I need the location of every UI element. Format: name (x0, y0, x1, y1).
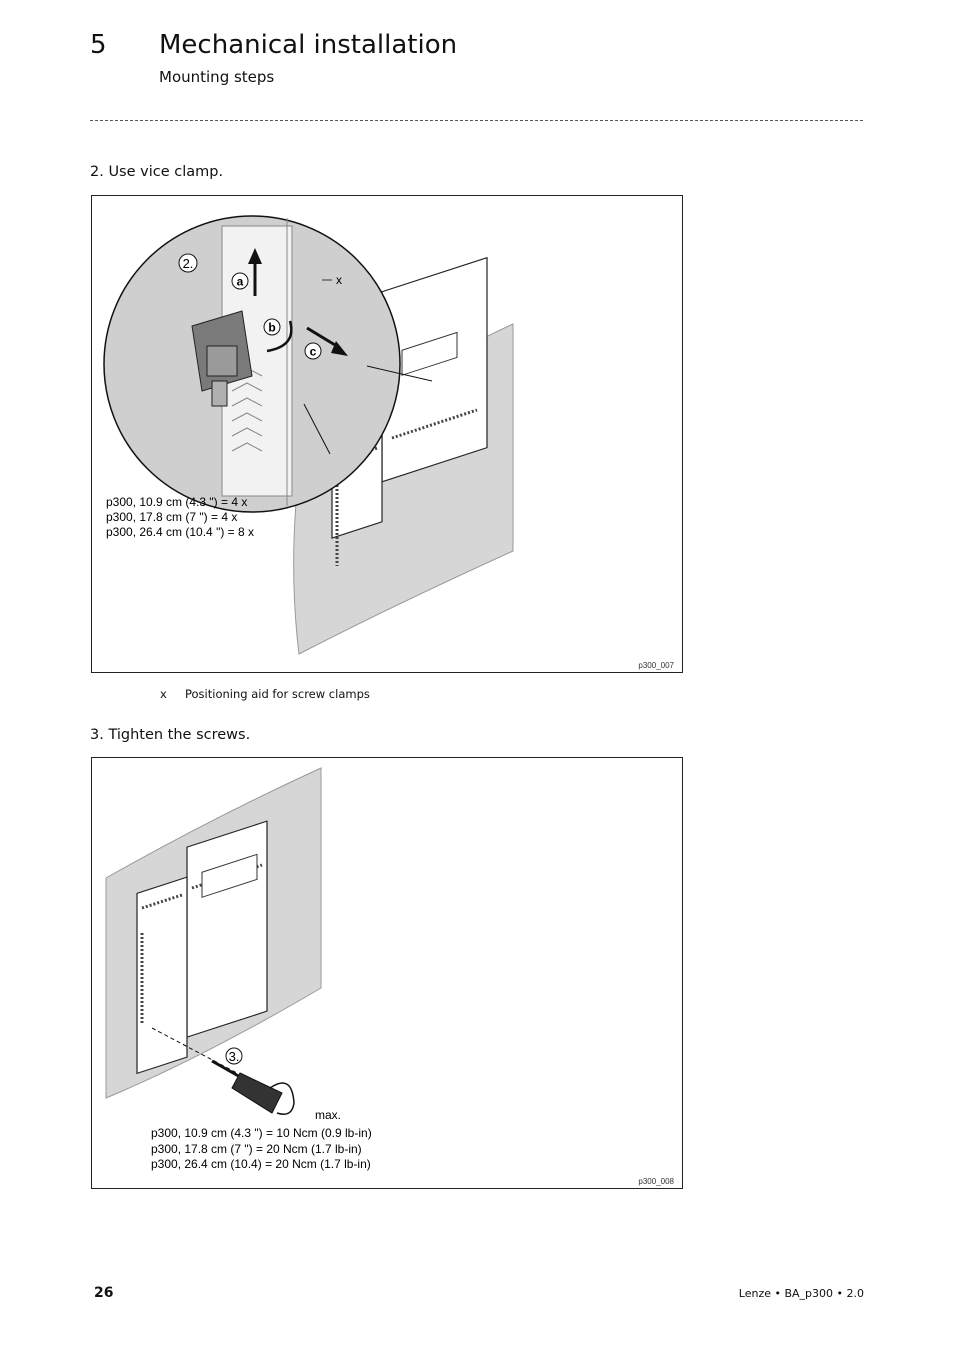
legend-text-x: Positioning aid for screw clamps (185, 687, 370, 701)
clamp-count-26-4: p300, 26.4 cm (10.4 ") = 8 x (106, 525, 255, 539)
clamp-count-17-8: p300, 17.8 cm (7 ") = 4 x (106, 510, 238, 524)
torque-max-label: max. (315, 1108, 342, 1122)
vice-clamp-illustration (92, 196, 682, 672)
chapter-number: 5 (90, 30, 107, 60)
figure-id-008: p300_008 (638, 1177, 674, 1186)
tighten-screws-illustration (92, 758, 682, 1188)
section-subtitle: Mounting steps (159, 68, 275, 86)
header-divider (90, 120, 863, 121)
document-reference: Lenze • BA_p300 • 2.0 (738, 1287, 864, 1300)
torque-10-9: p300, 10.9 cm (4.3 ") = 10 Ncm (0.9 lb-in) (151, 1126, 372, 1140)
torque-26-4: p300, 26.4 cm (10.4) = 20 Ncm (1.7 lb-in) (151, 1157, 371, 1171)
page-number: 26 (94, 1285, 114, 1301)
step-2-badge: 2. (182, 256, 194, 271)
step-2-heading: 2. Use vice clamp. (90, 164, 224, 180)
figure-id-007: p300_007 (638, 661, 674, 670)
callout-c: c (309, 344, 317, 359)
figure-tighten-screws (91, 757, 683, 1189)
step-3-badge: 3. (228, 1049, 240, 1064)
callout-x: x (336, 273, 342, 287)
figure-vice-clamp (91, 195, 683, 673)
callout-a: a (236, 274, 244, 289)
step-3-heading: 3. Tighten the screws. (90, 727, 251, 743)
device-module-left-2 (137, 877, 187, 1073)
chapter-title: Mechanical installation (159, 30, 458, 60)
callout-b: b (268, 320, 276, 335)
legend-key-x: x (160, 687, 167, 701)
device-module-right-2 (187, 821, 267, 1037)
torque-17-8: p300, 17.8 cm (7 ") = 20 Ncm (1.7 lb-in) (151, 1142, 362, 1156)
clamp-count-10-9: p300, 10.9 cm (4.3 ") = 4 x (106, 495, 248, 509)
